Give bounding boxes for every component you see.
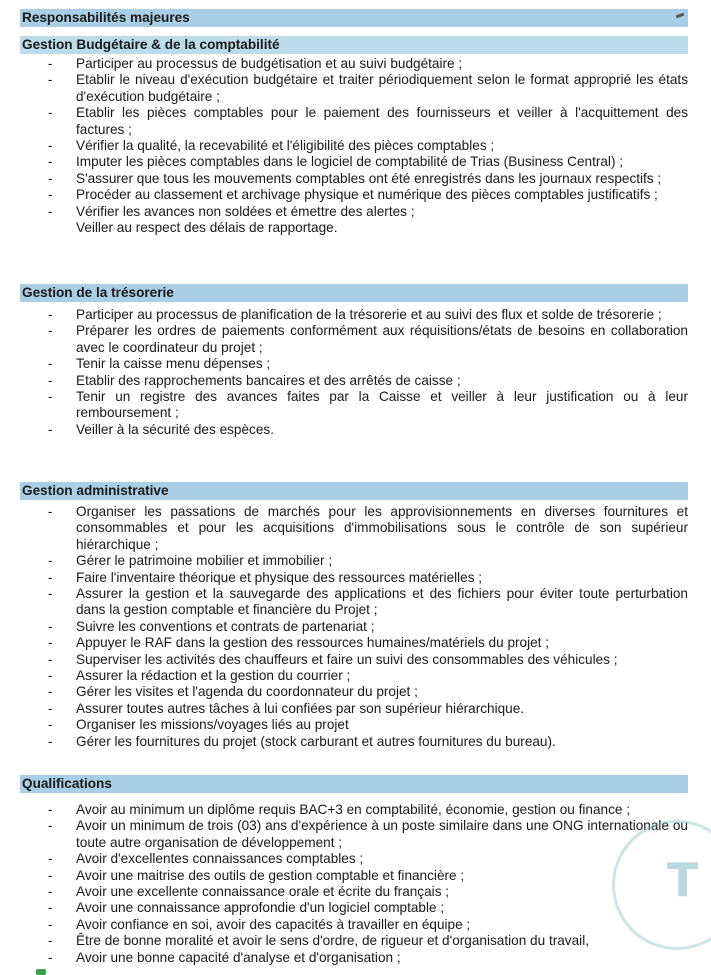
section-heading: Responsabilités majeures <box>20 9 688 27</box>
list-item-text: Appuyer le RAF dans la gestion des ressources humaines/matériels du projet ; <box>76 635 550 651</box>
list-item <box>20 586 688 619</box>
list-item <box>20 204 688 220</box>
list-item-text: Etablir le niveau d'exécution budgétaire et traiter périodiquement selon le format approprié les états d'exécution budgétaire ; <box>76 72 688 104</box>
bullet-dash: - <box>48 504 53 519</box>
bullet-dash: - <box>48 105 53 121</box>
list-item <box>20 171 688 187</box>
list-item <box>20 900 688 916</box>
bullet-dash: - <box>48 372 53 388</box>
list-item-text: Avoir d'excellentes connaissances comptables ; <box>76 851 364 867</box>
list-item <box>20 422 688 438</box>
list-item <box>20 553 688 569</box>
list-item-text: Gérer les fournitures du projet (stock carburant et autres fournitures du bureau). <box>76 733 556 749</box>
bullet-dash: - <box>48 916 53 932</box>
section-heading: Gestion administrative <box>20 482 688 500</box>
list-item <box>20 187 688 203</box>
list-item <box>20 635 688 651</box>
bullet-dash: - <box>48 733 53 749</box>
bullet-dash: - <box>48 651 53 667</box>
list-item-text: Préparer les ordres de paiements conformément aux réquisitions/états de besoins en collaboration avec le coordinateur du projet ; <box>76 323 688 355</box>
list-item <box>20 389 688 422</box>
list-item-text: Participer au processus de budgétisation et au suivi budgétaire ; <box>76 56 463 71</box>
bullet-dash: - <box>48 949 53 965</box>
bullet-dash: - <box>48 684 53 700</box>
list-item-text: Avoir une connaissance approfondie d'un logiciel comptable ; <box>76 900 445 916</box>
bullet-dash: - <box>48 802 53 817</box>
list-item <box>20 818 688 851</box>
list-item <box>20 884 688 900</box>
list-item-text: Assurer toutes autres tâches à lui confiées par son supérieur hiérarchique. <box>76 700 525 716</box>
bullet-dash: - <box>48 569 53 585</box>
bullet-dash: - <box>48 421 53 437</box>
bullet-dash: - <box>48 884 53 900</box>
bullet-list <box>20 56 688 236</box>
list-item-text: Avoir un minimum de trois (03) ans d'expérience à un poste similaire dans une ONG internationale ou toute autre organisation de développement ; <box>76 818 688 850</box>
stamp-letter: T <box>667 853 699 907</box>
list-item-text: Tenir la caisse menu dépenses ; <box>76 356 271 372</box>
bullet-dash: - <box>48 618 53 634</box>
bullet-dash: - <box>48 668 53 684</box>
bullet-dash: - <box>48 56 53 71</box>
bullet-dash: - <box>48 170 53 186</box>
list-item-text: Gérer les visites et l'agenda du coordonnateur du projet ; <box>76 684 418 700</box>
bullet-dash: - <box>48 717 53 733</box>
list-item <box>20 504 688 553</box>
list-item <box>20 668 688 684</box>
list-item <box>20 917 688 933</box>
list-item-text: Avoir une bonne capacité d'analyse et d'organisation ; <box>76 949 401 965</box>
list-item-text: Organiser les missions/voyages liés au projet <box>76 717 349 733</box>
bullet-dash: - <box>48 203 53 219</box>
section-heading: Gestion de la trésorerie <box>20 284 688 302</box>
list-item <box>20 105 688 138</box>
list-item-text: Avoir confiance en soi, avoir des capacités à travailler en équipe ; <box>76 916 471 932</box>
bullet-dash: - <box>48 72 53 88</box>
bullet-dash: - <box>48 933 53 949</box>
bullet-dash: - <box>48 307 53 322</box>
list-item-text: Superviser les activités des chauffeurs et faire un suivi des consommables des véhicules ; <box>76 651 618 667</box>
section-heading: Qualifications <box>20 775 688 793</box>
bullet-dash: - <box>48 818 53 834</box>
list-item-text: Vérifier les avances non soldées et émettre des alertes ; <box>76 203 415 219</box>
bullet-dash: - <box>48 323 53 339</box>
list-item <box>20 868 688 884</box>
list-item-text: Faire l'inventaire théorique et physique des ressources matérielles ; <box>76 569 483 585</box>
list-item-text: Procéder au classement et archivage physique et numérique des pièces comptables justificatifs ; <box>76 187 658 203</box>
list-item <box>20 933 688 949</box>
bullet-dash: - <box>48 389 53 405</box>
list-item-text: S'assurer que tous les mouvements comptables ont été enregistrés dans les journaux respectifs ; <box>76 170 662 186</box>
list-item-text: Participer au processus de planification de la trésorerie et au suivi des flux et solde de trésorerie ; <box>76 307 662 322</box>
list-item-text: Veiller au respect des délais de rapportage. <box>76 220 338 236</box>
list-item <box>20 356 688 372</box>
list-item-text: Imputer les pièces comptables dans le logiciel de comptabilité de Trias (Business Central) ; <box>76 154 624 170</box>
list-item <box>20 154 688 170</box>
list-item-text: Avoir au minimum un diplôme requis BAC+3 en comptabilité, économie, gestion ou finance ; <box>76 802 630 817</box>
bullet-list <box>20 802 688 966</box>
bullet-list <box>20 504 688 750</box>
bullet-dash: - <box>48 187 53 203</box>
bullet-dash: - <box>48 356 53 372</box>
list-item-text: Suivre les conventions et contrats de partenariat ; <box>76 618 375 634</box>
list-item <box>20 56 688 72</box>
bullet-dash: - <box>48 553 53 569</box>
list-item-text: Assurer la rédaction et la gestion du courrier ; <box>76 668 351 684</box>
section-heading: Gestion Budgétaire & de la comptabilité <box>20 36 688 54</box>
green-mark <box>36 969 46 975</box>
list-item <box>20 570 688 586</box>
list-item-text: Avoir une maitrise des outils de gestion comptable et financière ; <box>76 867 465 883</box>
list-item <box>20 220 688 236</box>
list-item <box>20 72 688 105</box>
list-item <box>20 373 688 389</box>
list-item <box>20 701 688 717</box>
list-item-text: Vérifier la qualité, la recevabilité et l'éligibilité des pièces comptables ; <box>76 138 495 154</box>
list-item-text: Organiser les passations de marchés pour les approvisionnements en diverses fournitures et consommables et pour les acquisitions d'immobilisations sous le contrôle de son supérieur hiérarchique ; <box>76 504 688 552</box>
list-item-text: Veiller à la sécurité des espèces. <box>76 421 274 437</box>
list-item-text: Être de bonne moralité et avoir le sens d'ordre, de rigueur et d'organisation du travail, <box>76 933 589 949</box>
bullet-dash: - <box>48 154 53 170</box>
list-item <box>20 307 688 323</box>
list-item-text: Etablir les pièces comptables pour le paiement des fournisseurs et veiller à l'acquittement des factures ; <box>76 105 688 137</box>
list-item <box>20 717 688 733</box>
list-item <box>20 684 688 700</box>
list-item-text: Gérer le patrimoine mobilier et immobilier ; <box>76 553 333 569</box>
bullet-dash: - <box>48 586 53 602</box>
bullet-dash: - <box>48 138 53 154</box>
list-item-text: Avoir une excellente connaissance orale et écrite du français ; <box>76 884 450 900</box>
bullet-dash: - <box>48 700 53 716</box>
list-item <box>20 851 688 867</box>
bullet-dash: - <box>48 851 53 867</box>
bullet-dash: - <box>48 900 53 916</box>
list-item <box>20 950 688 966</box>
bullet-dash: - <box>48 867 53 883</box>
bullet-list <box>20 307 688 438</box>
list-item <box>20 138 688 154</box>
list-item-text: Assurer la gestion et la sauvegarde des applications et des fichiers pour éviter toute perturbation dans la gestion comptable et financière du Projet ; <box>76 586 688 618</box>
bullet-dash: - <box>48 635 53 651</box>
list-item-text: Tenir un registre des avances faites par la Caisse et veiller à leur justification ou à leur remboursement ; <box>76 389 688 421</box>
list-item-text: Etablir des rapprochements bancaires et des arrêtés de caisse ; <box>76 372 461 388</box>
list-item <box>20 323 688 356</box>
list-item <box>20 652 688 668</box>
list-item <box>20 802 688 818</box>
list-item <box>20 734 688 750</box>
list-item <box>20 619 688 635</box>
